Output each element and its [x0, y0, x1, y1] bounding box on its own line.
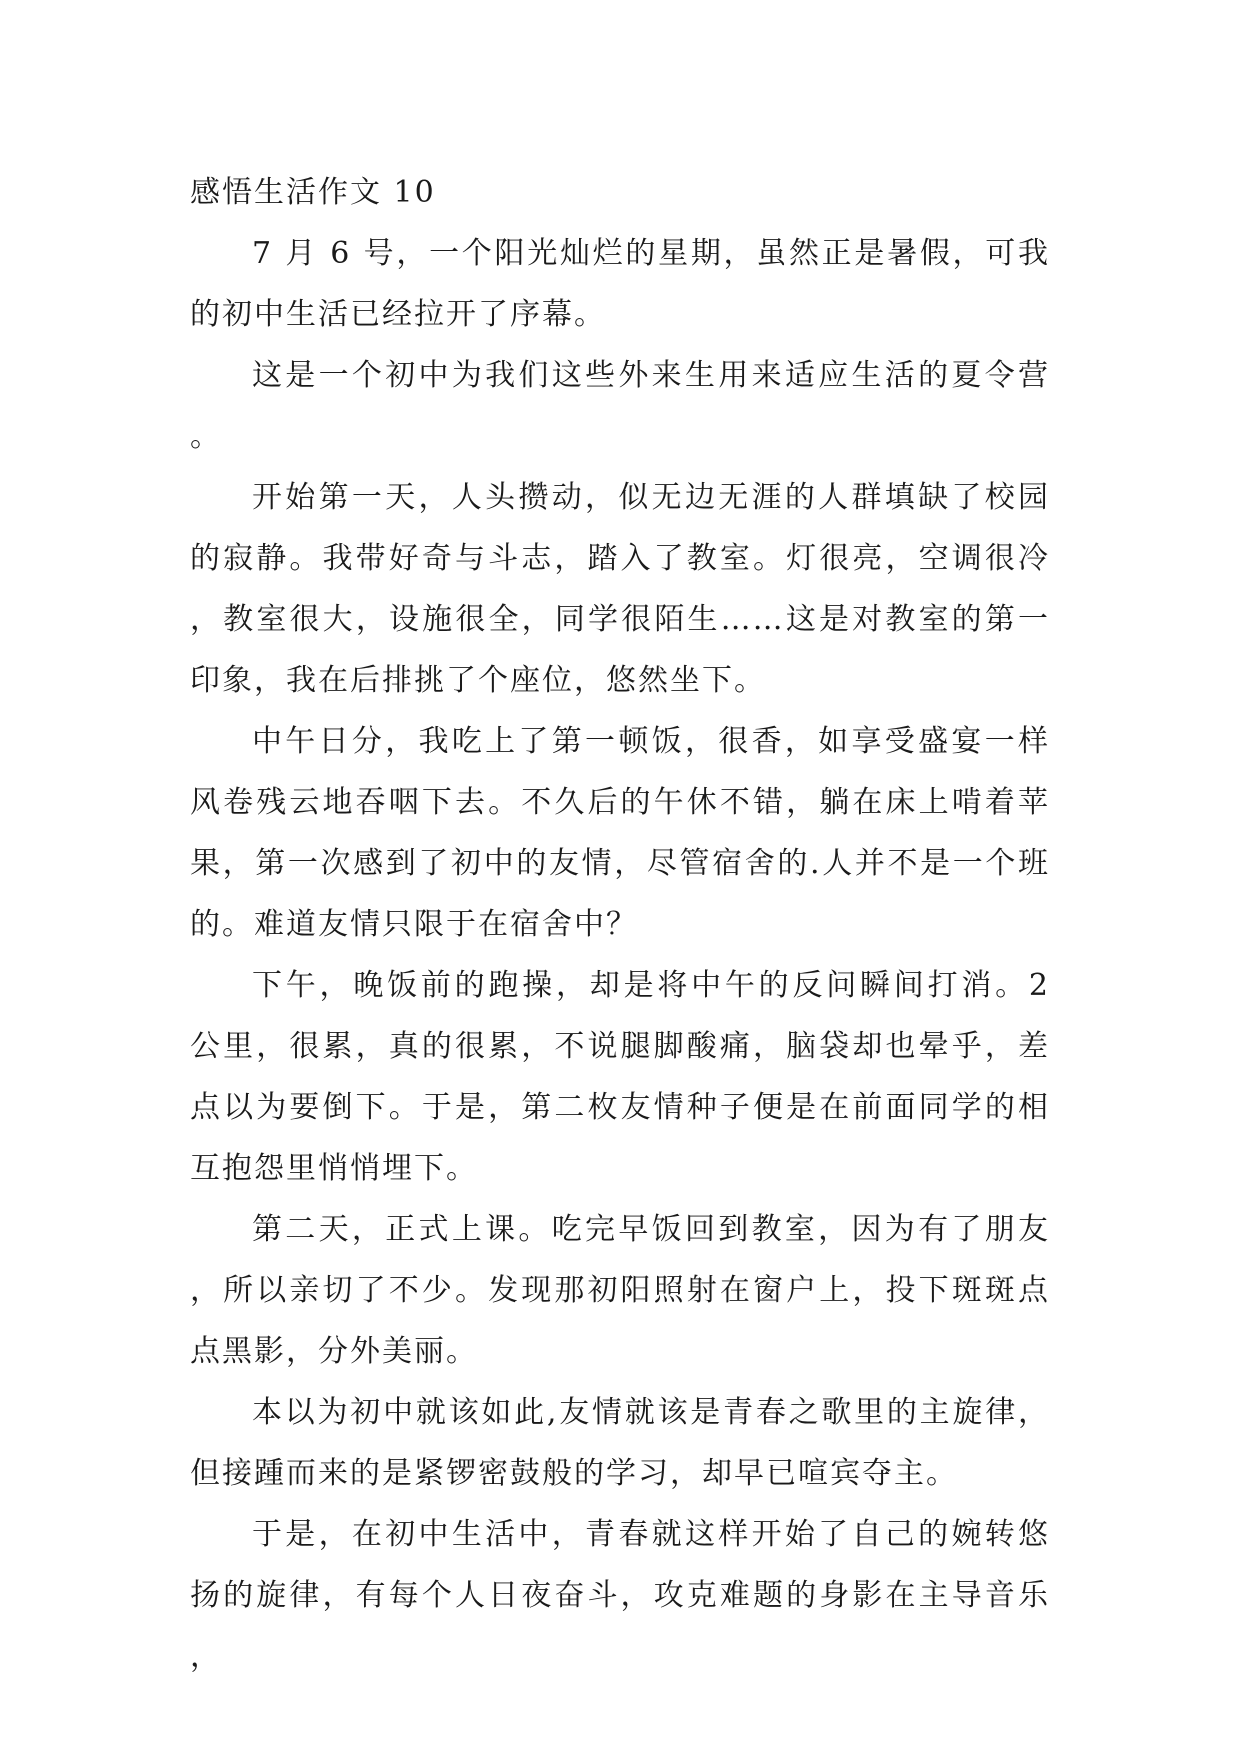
paragraph: 本以为初中就该如此,友情就该是青春之歌里的主旋律，但接踵而来的是紧锣密鼓般的学习，却早已喧宾夺主。 [190, 1395, 1050, 1491]
paragraph: 下午，晚饭前的跑操，却是将中午的反问瞬间打消。2 公里，很累，真的很累，不说腿脚酸痛，脑袋却也晕乎，差点以为要倒下。于是，第二枚友情种子便是在前面同学的相互抱怨里悄悄埋下。 [190, 968, 1050, 1186]
paragraph: 开始第一天，人头攒动，似无边无涯的人群填缺了校园的寂静。我带好奇与斗志，踏入了教室。灯很亮，空调很冷，教室很大，设施很全，同学很陌生……这是对教室的第一印象，我在后排挑了个座位，悠然坐下。 [190, 480, 1050, 698]
paragraph: 第二天，正式上课。吃完早饭回到教室，因为有了朋友，所以亲切了不少。发现那初阳照射在窗户上，投下斑斑点点黑影，分外美丽。 [190, 1212, 1050, 1369]
paragraph: 这是一个初中为我们这些外来生用来适应生活的夏令营。 [190, 358, 1050, 454]
document-title: 感悟生活作文 10 [190, 175, 436, 210]
paragraph: 于是，在初中生活中，青春就这样开始了自己的婉转悠扬的旋律，有每个人日夜奋斗，攻克难题的身影在主导音乐， [190, 1517, 1050, 1674]
paragraph: 7 月 6 号，一个阳光灿烂的星期，虽然正是暑假，可我的初中生活已经拉开了序幕。 [190, 236, 1050, 332]
document-body [190, 162, 1050, 1687]
paragraph: 中午日分，我吃上了第一顿饭，很香，如享受盛宴一样风卷残云地吞咽下去。不久后的午休不错，躺在床上啃着苹果，第一次感到了初中的友情，尽管宿舍的.人并不是一个班的。难道友情只限于在宿舍中？ [190, 724, 1050, 942]
